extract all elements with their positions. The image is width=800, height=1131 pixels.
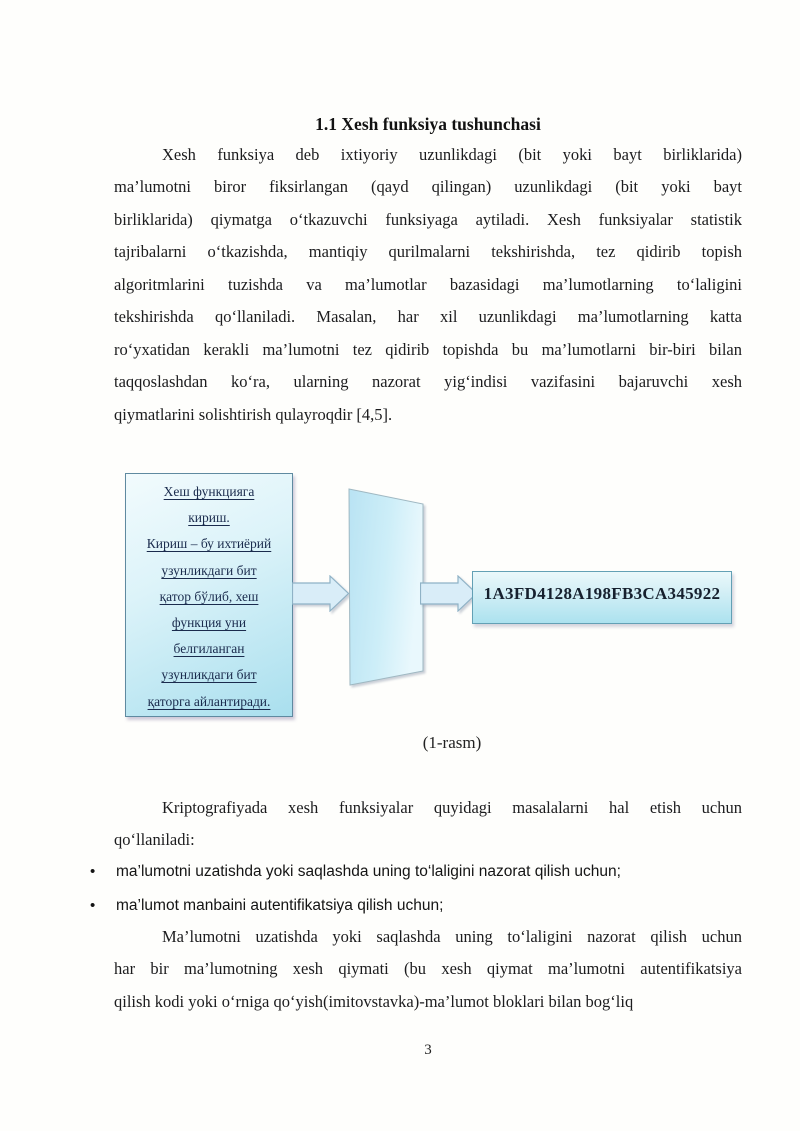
bullet-item bbox=[90, 858, 742, 885]
figure-input-line: узунликдаги бит bbox=[161, 562, 257, 578]
paragraph-line: qilish kodi yoki o‘rniga qo‘yish(imitovstavka)-ma’lumot bloklari bilan bog‘liq bbox=[114, 991, 634, 1011]
paragraph-intro bbox=[114, 139, 742, 431]
paragraph-line: Xesh funksiya deb ixtiyoriy uzunlikdagi (bit yoki bayt birliklarida) bbox=[162, 145, 742, 164]
figure-caption: (1-rasm) bbox=[422, 733, 482, 752]
bullet-icon: • bbox=[90, 897, 96, 914]
right-arrow-icon bbox=[292, 575, 350, 612]
hash-value: 1A3FD4128A198FB3CA345922 bbox=[483, 583, 721, 603]
bullet-list bbox=[90, 858, 742, 926]
paragraph-line: tajribalarni o‘tkazishda, mantiqiy qurilmalarni tekshirishda, tez qidirib topish bbox=[114, 242, 742, 262]
figure-input-line: кириш. bbox=[188, 510, 230, 526]
paragraph-line: Ma’lumotni uzatishda yoki saqlashda uning to‘laligini nazorat qilish uchun bbox=[162, 927, 742, 946]
page-number: 3 bbox=[424, 1042, 432, 1058]
figure-input-line: белгиланган bbox=[173, 641, 245, 657]
paragraph-line: taqqoslashdan ko‘ra, ularning nazorat yig‘indisi vazifasini bajaruvchi xesh bbox=[114, 372, 742, 392]
paragraph-line: tekshirishda qo‘llaniladi. Masalan, har xil uzunlikdagi ma’lumotlarning katta bbox=[114, 307, 742, 327]
paragraph-line: ro‘yxatidan kerakli ma’lumotni tez qidirib topishda bu ma’lumotlarni bir-biri bilan bbox=[114, 339, 742, 359]
paragraph-line: har bir ma’lumotning xesh qiymati (bu xesh qiymat ma’lumotni autentifikatsiya bbox=[114, 959, 742, 979]
figure-input-line: узунликдаги бит bbox=[161, 667, 257, 683]
bullet-text: ma’lumot manbaini autentifikatsiya qilish uchun; bbox=[116, 897, 444, 914]
paragraph-line: algoritmlarini tuzishda va ma’lumotlar bazasidagi ma’lumotlarning to‘laligini bbox=[114, 274, 742, 294]
figure-input-line: қаторга айлантиради. bbox=[147, 693, 271, 709]
paragraph-line: birliklarida) qiymatga o‘tkazuvchi funksiyaga aytiladi. Xesh funksiyalar statistik bbox=[114, 209, 742, 229]
paragraph-line: ma’lumotni biror fiksirlangan (qayd qilingan) uzunlikdagi (bit yoki bayt bbox=[114, 177, 742, 197]
paragraph-crypto-uses bbox=[114, 792, 742, 857]
figure-input-box bbox=[125, 473, 293, 717]
page-title: 1.1 Xesh funksiya tushunchasi bbox=[315, 114, 541, 134]
figure-hash-output-box bbox=[472, 571, 732, 624]
figure-input-line: қатор бўлиб, хеш bbox=[159, 588, 259, 604]
paragraph-line: Kriptografiyada xesh funksiyalar quyidagi masalalarni hal etish uchun bbox=[162, 798, 742, 817]
bullet-icon: • bbox=[90, 863, 96, 880]
hash-function-figure bbox=[0, 470, 800, 732]
bullet-text: ma’lumotni uzatishda yoki saqlashda uning to‘laligini nazorat qilish uchun; bbox=[116, 863, 621, 880]
figure-input-line: Хеш функцияга bbox=[163, 484, 255, 499]
figure-input-line: функция уни bbox=[171, 615, 247, 631]
figure-transform-shape bbox=[346, 482, 430, 692]
paragraph-integrity bbox=[114, 921, 742, 1018]
paragraph-line: qo‘llaniladi: bbox=[114, 830, 195, 850]
paragraph-line: qiymatlarini solishtirish qulayroqdir [4,5]. bbox=[114, 404, 393, 424]
right-arrow-icon bbox=[420, 575, 478, 612]
bullet-item bbox=[90, 892, 742, 919]
figure-input-line: Кириш – бу ихтиёрий bbox=[146, 536, 272, 552]
